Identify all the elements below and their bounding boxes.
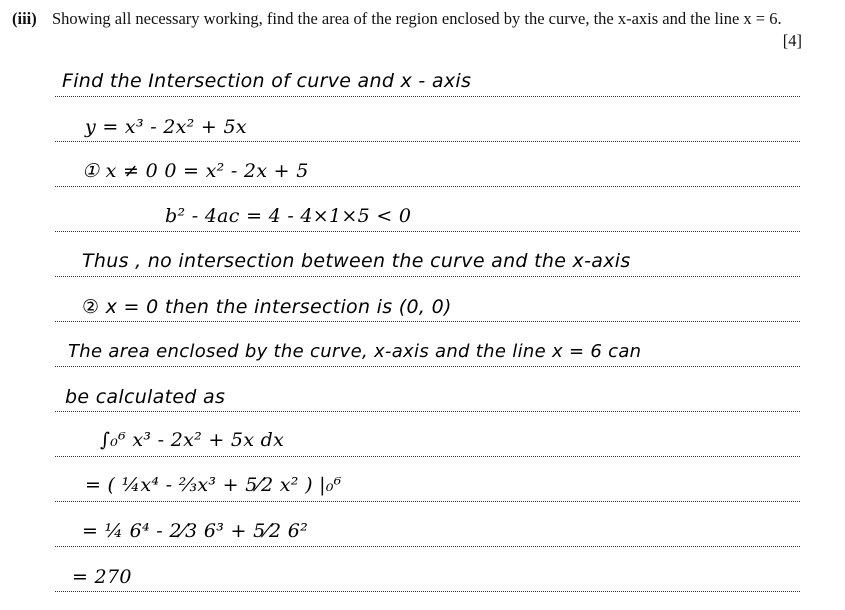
answer-rule	[55, 546, 800, 547]
handwritten-line: The area enclosed by the curve, x-axis and the line x = 6 can	[68, 341, 642, 362]
answer-rule	[55, 501, 800, 502]
question-number: (iii)	[12, 9, 37, 28]
answer-rule	[55, 276, 800, 277]
handwritten-line: b² - 4ac = 4 - 4×1×5 < 0	[165, 205, 412, 227]
answer-rule	[55, 231, 800, 232]
handwritten-line: Thus , no intersection between the curve and the x-axis	[82, 250, 631, 272]
handwritten-line: y = x³ - 2x² + 5x	[85, 116, 247, 138]
handwritten-line: ② x = 0 then the intersection is (0, 0)	[82, 296, 452, 318]
handwritten-line: = 270	[72, 566, 132, 588]
question-marks: [4]	[782, 31, 802, 50]
answer-rule	[55, 591, 800, 592]
handwritten-line: = ¼ 6⁴ - 2⁄3 6³ + 5⁄2 6²	[82, 520, 309, 542]
answer-rule	[55, 141, 800, 142]
handwritten-line: ① x ≠ 0 0 = x² - 2x + 5	[82, 160, 309, 182]
answer-rule	[55, 456, 800, 457]
question-text: Showing all necessary working, find the area of the region enclosed by the curve, the x-axis and the line x = 6.	[52, 9, 782, 28]
handwritten-line: = ( ¼x⁴ - ⅔x³ + 5⁄2 x² ) |₀⁶	[85, 474, 342, 496]
handwritten-line: ∫₀⁶ x³ - 2x² + 5x dx	[100, 429, 285, 451]
answer-rule	[55, 321, 800, 322]
answer-rule	[55, 96, 800, 97]
handwritten-line: Find the Intersection of curve and x - axis	[62, 70, 472, 92]
answer-rule	[55, 411, 800, 412]
handwritten-line: be calculated as	[65, 386, 226, 408]
answer-rule	[55, 186, 800, 187]
answer-rule	[55, 366, 800, 367]
